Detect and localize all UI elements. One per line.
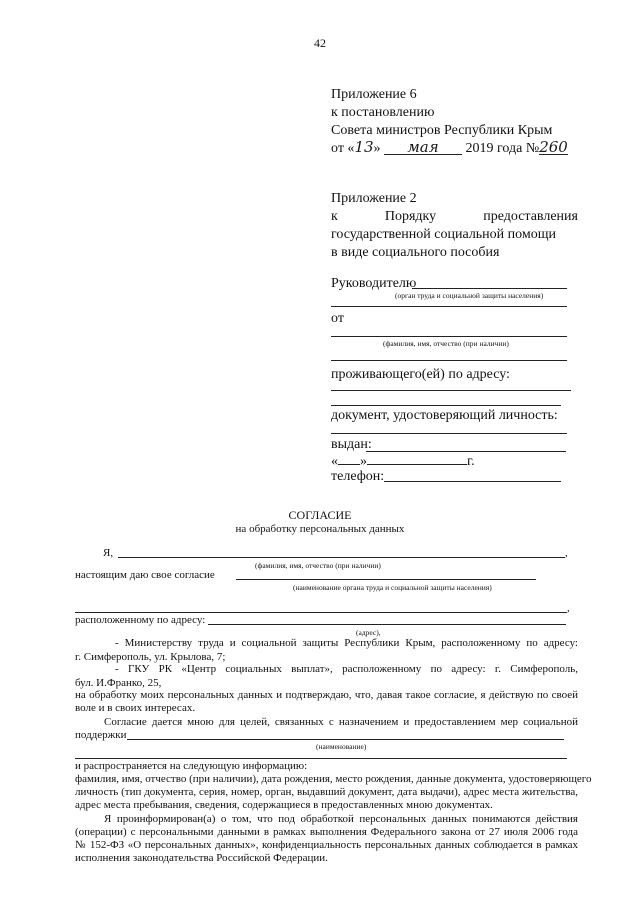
address-caption: (адрес), xyxy=(356,628,381,637)
residing-label: проживающего(ей) по адресу: xyxy=(331,367,510,382)
informed-line-3: № 152-ФЗ «О персональных данных», конфиденциальность персональных данных соблюдается в рамках xyxy=(75,839,578,851)
support-name-field-2[interactable] xyxy=(75,758,567,759)
appendix6-line2: к постановлению xyxy=(331,105,435,120)
located-at-label: расположенному по адресу: xyxy=(75,614,206,626)
comma-1: , xyxy=(565,547,568,559)
ministry-line-1: - Министерству труда и социальной защиты Республики Крым, расположенному по адресу: xyxy=(115,637,578,649)
appendix2-word-2: Порядку xyxy=(384,209,437,224)
to-head-field[interactable] xyxy=(412,288,567,289)
authority-field[interactable] xyxy=(236,579,536,580)
from-caption: (фамилия, имя, отчество (при наличии) xyxy=(383,339,509,348)
appendix2-line4: в виде социального пособия xyxy=(331,245,500,260)
informed-line-1: Я проинформирован(а) о том, что под обработкой персональных данных понимаются действия xyxy=(104,813,578,825)
quote-open: « xyxy=(331,454,338,469)
support-name-field[interactable] xyxy=(127,739,564,740)
document-field[interactable] xyxy=(331,433,567,434)
processing-line-2: воле и в своих интересах. xyxy=(75,702,196,714)
processing-line-1: на обработку моих персональных данных и подтверждаю, что, давая такое согласие, я действую по своей xyxy=(75,689,578,701)
info-line-3: адрес места пребывания, сведения, содержащиеся в предоставленных мною документах. xyxy=(75,799,493,811)
document-label: документ, удостоверяющий личность: xyxy=(331,408,558,423)
address-field-1[interactable] xyxy=(331,390,571,391)
informed-line-4: исполнения законодательства Российской Федерации. xyxy=(75,852,328,864)
full-name-field[interactable] xyxy=(118,557,565,558)
appendix2-word-1: к xyxy=(331,209,338,224)
to-head-caption: (орган труда и социальной защиты населения) xyxy=(395,291,544,300)
name-caption: (наименование) xyxy=(316,742,367,751)
phone-field[interactable] xyxy=(384,481,561,482)
give-consent-caption: (наименование органа труда и социальной защиты населения) xyxy=(293,583,492,592)
informed-line-2: (операции) с персональными данными в рамках выполнения Федерального закона от 27 июля 2006 года xyxy=(75,826,578,838)
give-consent-label: настоящим даю свое согласие xyxy=(75,569,215,581)
phone-label: телефон: xyxy=(331,469,385,484)
to-head-label: Руководителю xyxy=(331,276,417,291)
date-mid: » xyxy=(373,141,381,156)
extends-to: и распространяется на следующую информацию: xyxy=(75,760,308,772)
date-day-handwritten: 13 xyxy=(354,138,374,156)
authority-address-field[interactable] xyxy=(208,624,566,625)
consent-subtitle: на обработку персональных данных xyxy=(235,523,405,535)
gku-line-2: бул. И.Франко, 25, xyxy=(75,677,162,689)
date-year: 2019 года № xyxy=(465,141,540,156)
appendix2-word-3: предоставления xyxy=(483,209,578,224)
appendix2-line3: государственной социальной помощи xyxy=(331,227,557,242)
i-label: Я, xyxy=(103,547,114,559)
address-field-2[interactable] xyxy=(331,405,561,406)
appendix2-line2 xyxy=(331,208,578,225)
appendix6-title: Приложение 6 xyxy=(331,87,417,102)
from-field-2[interactable] xyxy=(331,360,567,361)
from-field[interactable] xyxy=(331,336,567,337)
issued-label: выдан: xyxy=(331,437,372,452)
page-number: 42 xyxy=(314,36,326,50)
to-head-field-2[interactable] xyxy=(331,306,567,307)
authority-field-2[interactable] xyxy=(75,612,567,613)
appendix6-line3: Совета министров Республики Крым xyxy=(331,123,553,138)
issued-day-field[interactable] xyxy=(338,452,360,465)
date-month-handwritten: мая xyxy=(384,140,462,155)
i-caption: (фамилия, имя, отчество (при наличии) xyxy=(255,561,381,570)
purpose-line-1: Согласие дается мною для целей, связанных с назначением и предоставлением мер социальной xyxy=(104,716,578,728)
appendix2-title: Приложение 2 xyxy=(331,191,417,206)
date-prefix: от « xyxy=(331,141,355,156)
quote-close: » xyxy=(360,454,367,469)
comma-2: , xyxy=(567,602,570,614)
issued-month-field[interactable] xyxy=(367,452,467,465)
appendix6-date-line xyxy=(331,139,568,157)
ministry-line-2: г. Симферополь, ул. Крылова, 7; xyxy=(75,651,226,663)
gku-line-1: - ГКУ РК «Центр социальных выплат», расположенному по адресу: г. Симферополь, xyxy=(115,663,578,675)
info-line-2: личность (тип документа, серия, номер, орган, выдавший документ, дата выдачи), адрес места жительства, xyxy=(75,786,578,798)
from-label: от xyxy=(331,311,344,326)
consent-title: СОГЛАСИЕ xyxy=(288,508,352,522)
info-line-1: фамилия, имя, отчество (при наличии), дата рождения, место рождения, данные документа, удостоверяющего xyxy=(75,773,592,785)
year-suffix: г. xyxy=(467,454,475,469)
date-number-handwritten: 260 xyxy=(539,138,568,156)
purpose-line-2: поддержки xyxy=(75,729,127,741)
